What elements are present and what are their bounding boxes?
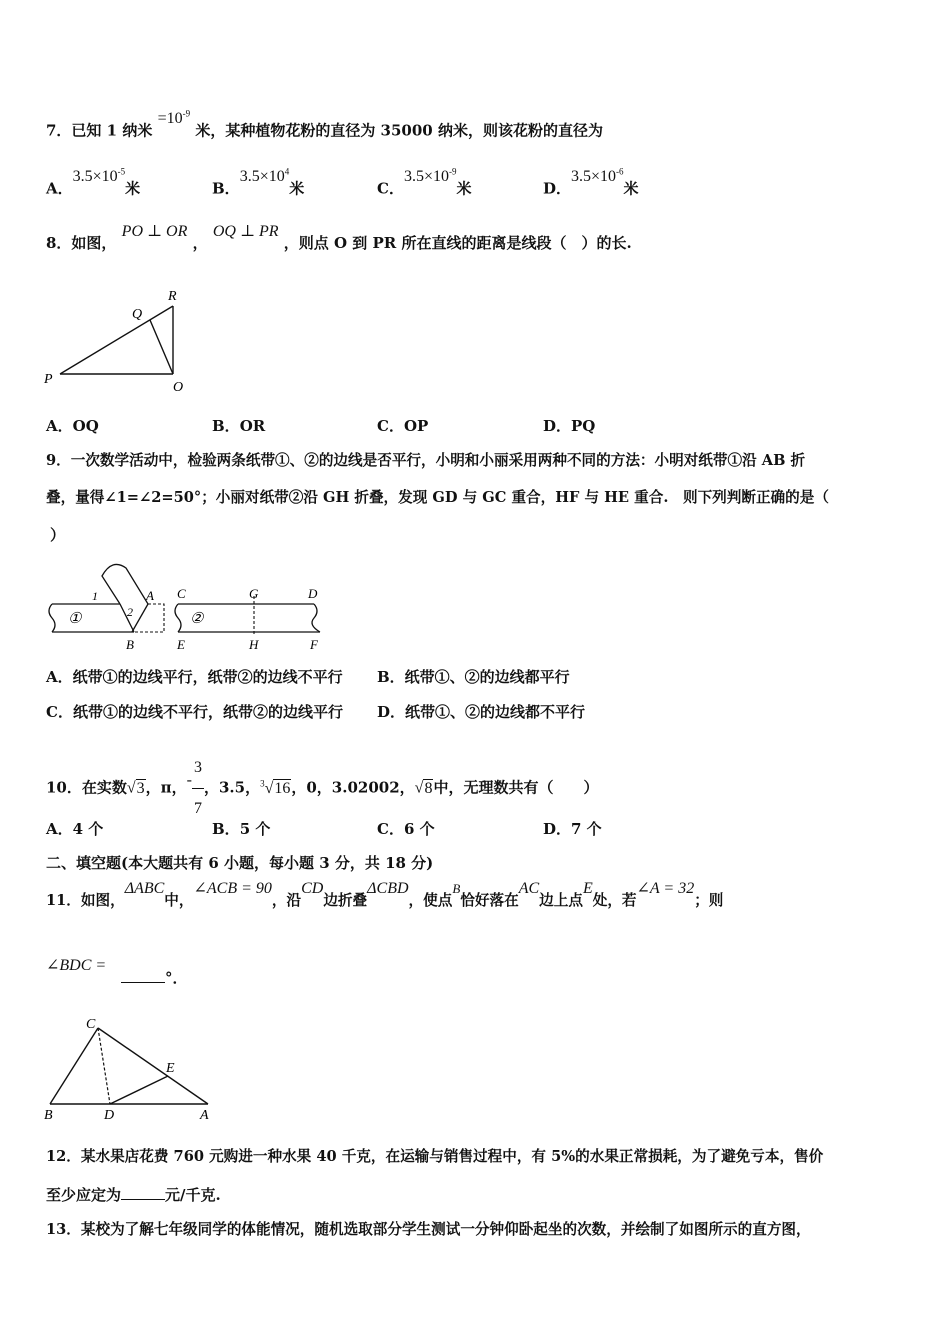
q10-option-c[interactable]: C．6 个	[377, 820, 435, 838]
q10-option-a[interactable]: A．4 个	[46, 820, 104, 838]
q9-label-e: E	[177, 637, 185, 652]
q9-strip-1-label: ①	[68, 611, 82, 627]
q11-label-c: C	[86, 1017, 96, 1032]
q11-answer: °．	[121, 968, 188, 988]
q10-cbrt-16: $^3$√16	[260, 778, 291, 797]
q7-stem: 7．已知 1 纳米 $=10^{-9}$ 米，某种植物花粉的直径为 35000 纳米，则该花粉的直径为	[46, 109, 603, 140]
q8-figure	[40, 282, 200, 397]
q8-option-d[interactable]: D．PQ	[543, 417, 596, 435]
q8-option-b[interactable]: B．OR	[212, 417, 266, 435]
q9-label-g: G	[249, 586, 259, 601]
q11-label-a: A	[200, 1108, 209, 1123]
q11-label-d: D	[104, 1108, 115, 1123]
q10-stem: 10．在实数√3，π，- $\frac{3}{7}$ ，3.5，$^3$√16，0，3.02002，√8中，无理数共有（ ）	[46, 748, 598, 829]
q9-option-d[interactable]: D．纸带①、②的边线都不平行	[377, 703, 586, 721]
q10-option-b[interactable]: B．5 个	[212, 820, 271, 838]
section-2-heading: 二、填空题(本大题共有 6 小题，每小题 3 分，共 18 分)	[46, 854, 434, 872]
q12-line-1: 12．某水果店花费 760 元购进一种水果 40 千克，在运输与销售过程中，有 5%的水果正常损耗，为了避免亏本，售价	[46, 1148, 824, 1165]
q10-fraction: $\frac{3}{7}$	[192, 748, 204, 829]
q8-cond-1: PO ⊥ OR	[121, 223, 188, 240]
q9-label-c: C	[177, 586, 186, 601]
q9-strip-2-label: ②	[190, 611, 204, 627]
q9-line-1: 9．一次数学活动中，检验两条纸带①、②的边线是否平行，小明和小丽采用两种不同的方法：小明对纸带①沿 AB 折	[46, 452, 806, 469]
q7-option-b[interactable]: B．$3.5\times 10^4$米	[212, 167, 305, 198]
q8-label-p: P	[44, 372, 53, 387]
q9-option-c[interactable]: C．纸带①的边线不平行，纸带②的边线平行	[46, 703, 343, 721]
q7-nm-math: $=10^{-9}$	[157, 109, 191, 128]
q8-label-r: R	[168, 289, 177, 304]
q8-option-c[interactable]: C．OP	[377, 417, 429, 435]
q7-option-a[interactable]: A．$3.5\times 10^{-5}$米	[46, 167, 141, 198]
q9-label-2: 2	[127, 605, 133, 619]
q9-label-a: A	[146, 588, 154, 603]
q9-label-d: D	[308, 586, 318, 601]
q9-figure	[44, 556, 334, 652]
q11-answer-blank[interactable]	[121, 968, 165, 983]
q9-option-b[interactable]: B．纸带①、②的边线都平行	[377, 668, 570, 686]
q9-label-h: H	[249, 637, 259, 652]
q12-answer-blank[interactable]	[121, 1185, 165, 1200]
q13-line-1: 13．某校为了解七年级同学的体能情况，随机选取部分学生测试一分钟仰卧起坐的次数，并绘制了如图所示的直方图，	[46, 1221, 811, 1238]
q9-label-b: B	[126, 637, 134, 652]
q9-label-f: F	[310, 637, 318, 652]
q8-label-q: Q	[132, 307, 143, 322]
q9-line-2: 叠，量得∠1=∠2=50°；小丽对纸带②沿 GH 折叠，发现 GD 与 GC 重合，HF 与 HE 重合. 则下列判断正确的是（	[46, 489, 829, 506]
q8-stem: 8．如图， PO ⊥ OR ， OQ ⊥ PR ，则点 O 到 PR 所在直线的距离是线段（ ）的长.	[46, 223, 632, 252]
q11-answer-line: ∠BDC =	[46, 957, 107, 974]
q11-label-b: B	[44, 1108, 53, 1123]
q9-option-a[interactable]: A．纸带①的边线平行，纸带②的边线不平行	[46, 668, 343, 686]
q10-option-d[interactable]: D．7 个	[543, 820, 602, 838]
q8-label-o: O	[173, 380, 184, 395]
q11-stem: 11．如图，ΔABC中，∠ACB = 90，沿CD边折叠ΔCBD，使点B恰好落在AC边上点E处，若∠A = 32；则	[46, 880, 724, 909]
q9-label-1: 1	[92, 589, 98, 603]
q8-cond-2: OQ ⊥ PR	[212, 223, 279, 240]
q12-line-2: 至少应定为 元/千克.	[46, 1186, 221, 1204]
q8-option-a[interactable]: A．OQ	[46, 417, 99, 435]
q11-label-e: E	[166, 1061, 175, 1076]
q11-figure	[40, 1012, 220, 1124]
q10-sqrt-8: √8	[414, 779, 433, 797]
q7-option-c[interactable]: C．$3.5\times 10^{-9}$米	[377, 167, 472, 198]
q10-sqrt-3: √3	[126, 779, 145, 797]
q9-line-3: ）	[50, 526, 66, 544]
q7-option-d[interactable]: D．$3.5\times 10^{-6}$米	[543, 167, 639, 198]
